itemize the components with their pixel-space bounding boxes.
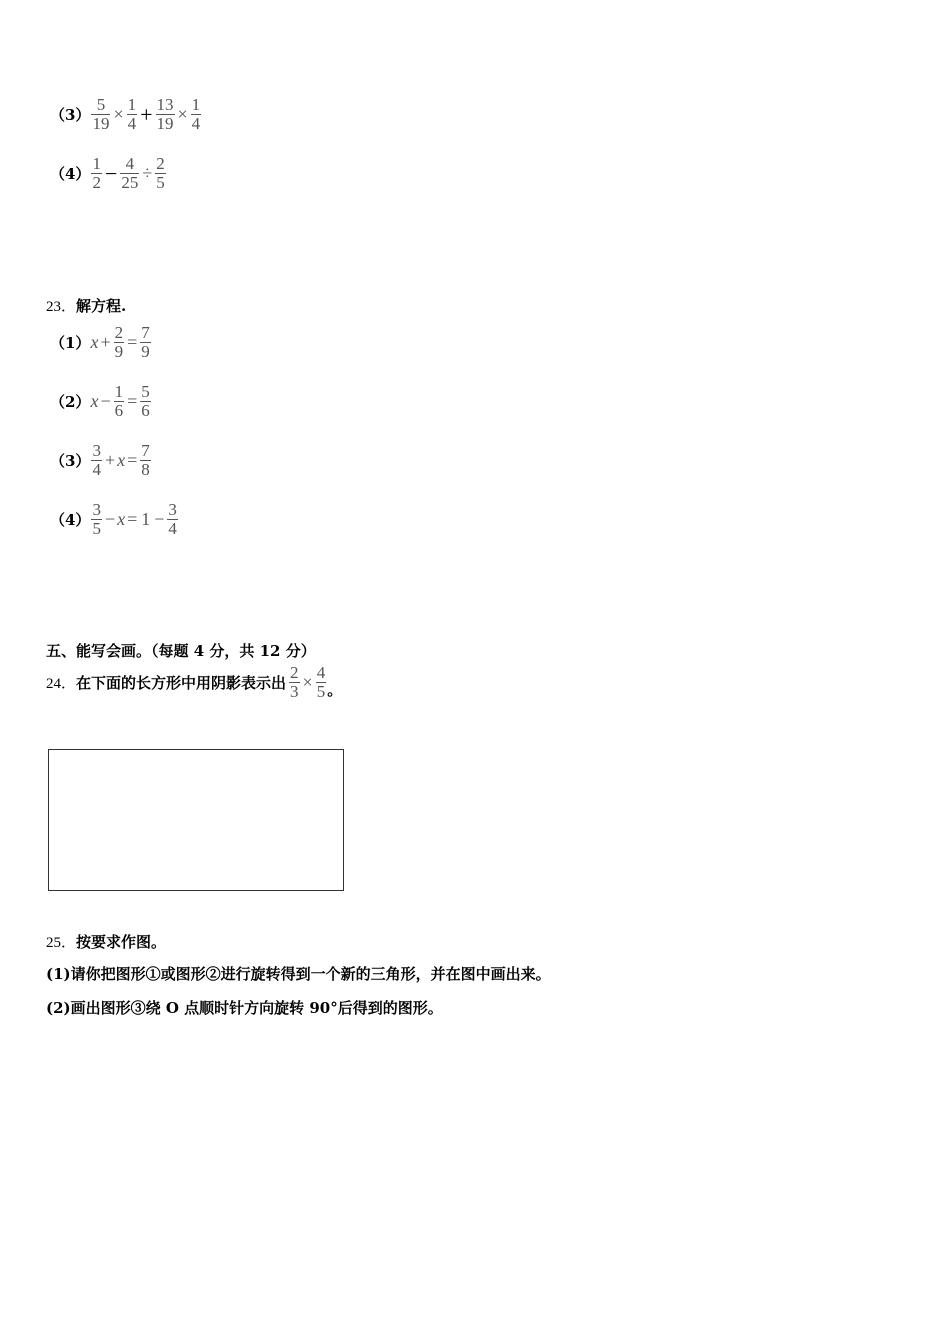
fraction: $\frac{5}{6}$ [141, 382, 150, 420]
fraction: $\frac{3}{4}$ [168, 500, 177, 538]
q23-item-4 [50, 501, 179, 538]
fraction: $\frac{5}{19}$ [92, 95, 110, 133]
q23-item-3 [50, 442, 152, 479]
fraction: $\frac{1}{4}$ [127, 95, 137, 133]
q22-item-4 [50, 155, 167, 192]
item-label: （3） [50, 452, 91, 470]
question-title: 解方程. [76, 297, 127, 315]
operator: × [113, 104, 124, 124]
drawing-rectangle[interactable] [48, 749, 344, 891]
item-label: （4） [50, 511, 91, 529]
fraction: $\frac{7}{8}$ [141, 441, 150, 479]
fraction: $\frac{13}{19}$ [156, 95, 174, 133]
question-text: 在下面的长方形中用阴影表示出 [76, 674, 287, 692]
fraction: $\frac{2}{3}$ [290, 663, 299, 701]
expression [90, 155, 166, 192]
q23-heading [46, 295, 126, 316]
q25-instruction-1: (1)请你把图形①或图形②进行旋转得到一个新的三角形，并在图中画出来。 [46, 965, 551, 983]
item-label: （4） [50, 165, 91, 183]
fraction: $\frac{2}{9}$ [114, 323, 124, 361]
expression [90, 96, 202, 133]
expression [288, 664, 327, 701]
equation: x − $\frac{1}{6}$ = $\frac{5}{6}$ [90, 382, 150, 420]
operator: ÷ [142, 163, 153, 183]
operator: × [177, 104, 188, 124]
fraction: $\frac{3}{5}$ [92, 500, 101, 538]
item-label: （2） [50, 393, 91, 411]
q23-item-2 [50, 383, 152, 420]
fraction: $\frac{1}{4}$ [191, 95, 201, 133]
question-number: 24． [46, 676, 77, 692]
fraction: $\frac{4}{5}$ [316, 663, 326, 701]
question-number: 25． [46, 935, 77, 951]
q25-instruction-2: (2)画出图形③绕 O 点顺时针方向旋转 90°后得到的图形。 [46, 999, 443, 1017]
fraction: $\frac{4}{25}$ [121, 154, 139, 192]
operator: − [104, 160, 118, 186]
fraction: $\frac{1}{6}$ [114, 382, 124, 420]
question-number: 23． [46, 299, 77, 315]
fraction: $\frac{1}{2}$ [92, 154, 101, 192]
fraction: $\frac{3}{4}$ [92, 441, 101, 479]
q24-text [46, 664, 342, 701]
operator: + [140, 101, 153, 127]
period: 。 [327, 681, 343, 699]
fraction: $\frac{7}{9}$ [141, 323, 150, 361]
q22-item-3 [50, 96, 202, 133]
equation: x + $\frac{2}{9}$ = $\frac{7}{9}$ [90, 323, 150, 361]
equation: $\frac{3}{4}$ + x = $\frac{7}{8}$ [92, 441, 150, 479]
operator: × [302, 672, 313, 692]
equation: $\frac{3}{5}$ − x = 1 − $\frac{3}{4}$ [92, 500, 177, 538]
q23-item-1 [50, 324, 152, 361]
item-label: （1） [50, 334, 91, 352]
q25-heading [46, 931, 166, 952]
fraction: $\frac{2}{5}$ [156, 154, 165, 192]
question-title: 按要求作图。 [76, 933, 167, 951]
section-heading: 五、能写会画。（每题 4 分，共 12 分） [46, 642, 316, 660]
item-label: （3） [50, 106, 91, 124]
